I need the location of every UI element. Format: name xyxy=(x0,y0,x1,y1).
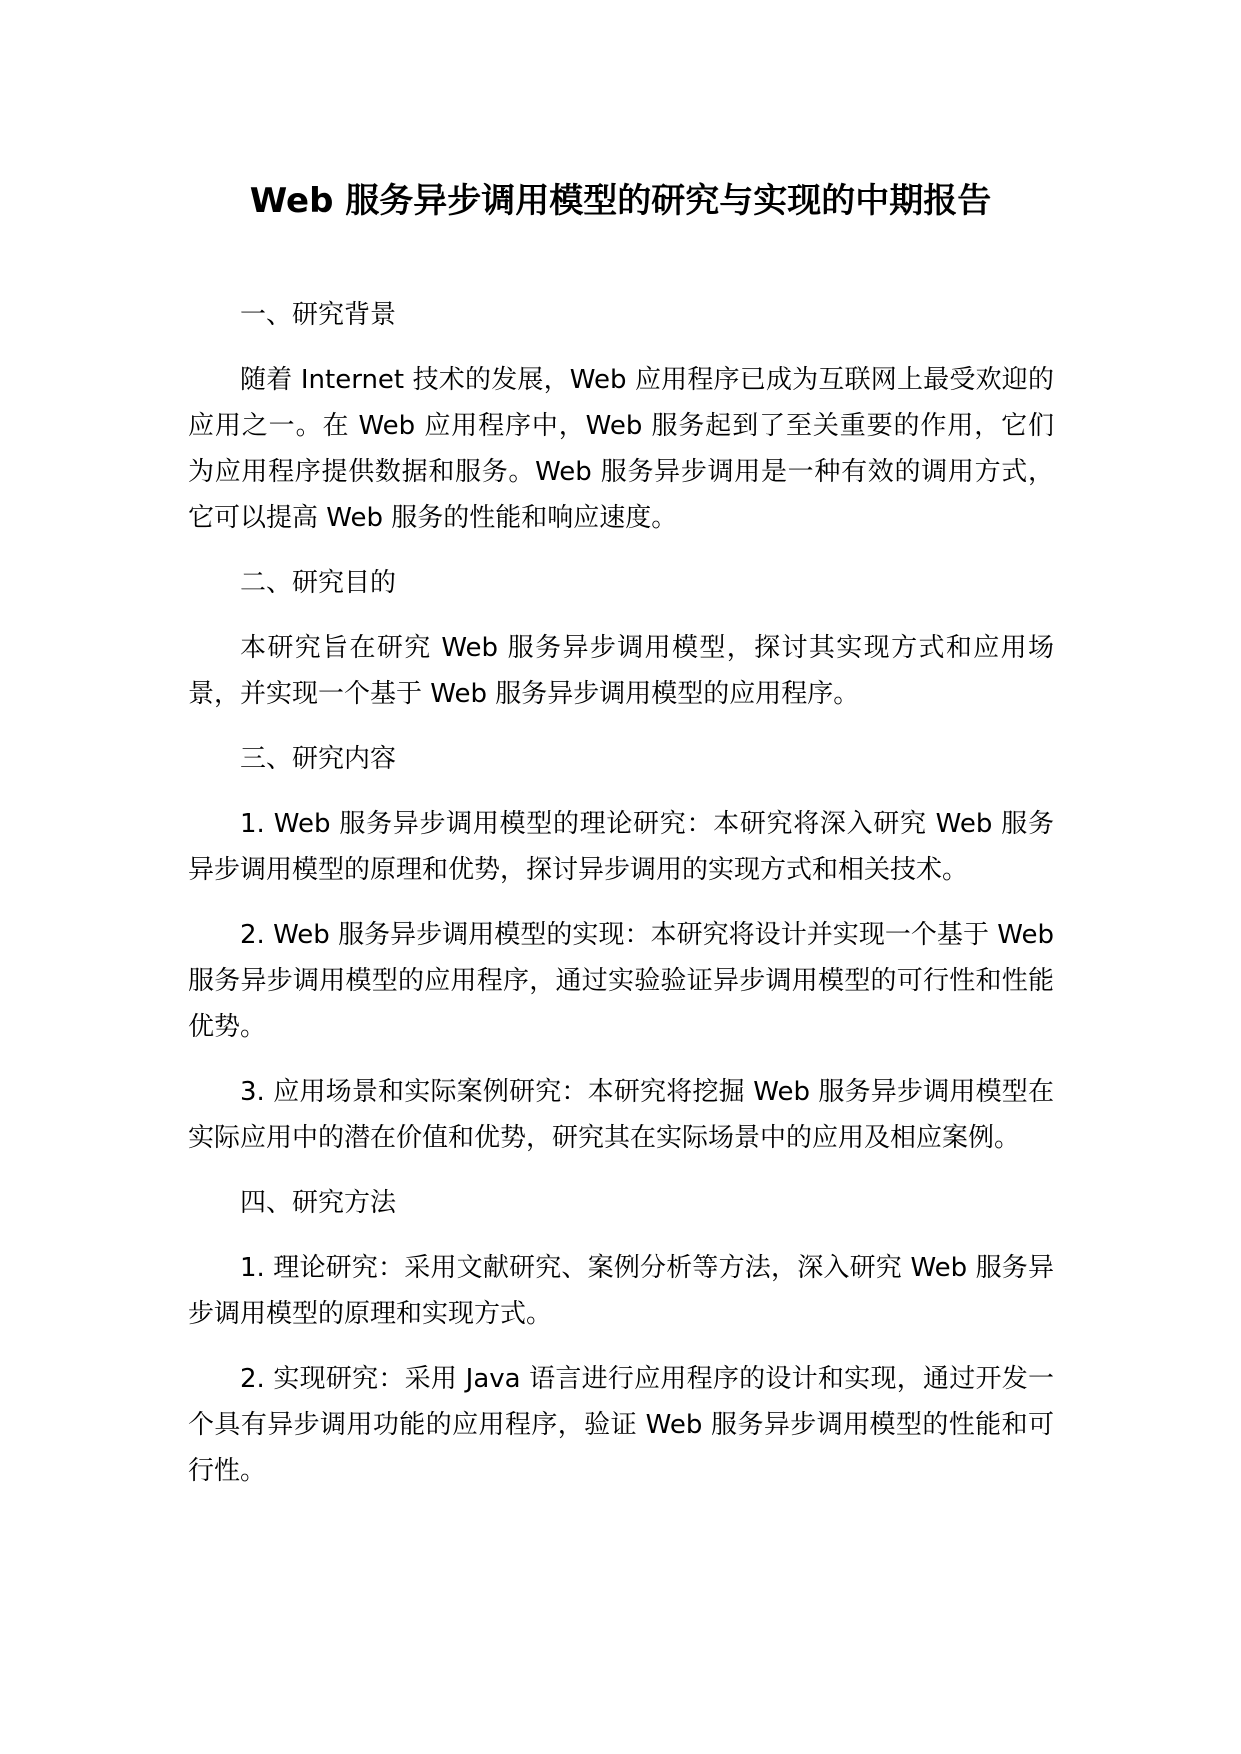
paragraph-content-1: 1. Web 服务异步调用模型的理论研究：本研究将深入研究 Web 服务异步调用模型的原理和优势，探讨异步调用的实现方式和相关技术。 xyxy=(188,809,1054,885)
section-heading-content: 三、研究内容 xyxy=(240,744,397,774)
document-body xyxy=(188,292,1054,1513)
document-title: Web 服务异步调用模型的研究与实现的中期报告 xyxy=(249,181,992,221)
section-heading-background: 一、研究背景 xyxy=(240,300,397,330)
paragraph-background: 随着 Internet 技术的发展，Web 应用程序已成为互联网上最受欢迎的应用之一。在 Web 应用程序中，Web 服务起到了至关重要的作用，它们为应用程序提供数据和服务。Web 服务异步调用是一种有效的调用方式，它可以提高 Web 服务的性能和响应速度。 xyxy=(188,365,1054,533)
paragraph-method-1: 1. 理论研究：采用文献研究、案例分析等方法，深入研究 Web 服务异步调用模型的原理和实现方式。 xyxy=(188,1253,1054,1329)
paragraph-method-2: 2. 实现研究：采用 Java 语言进行应用程序的设计和实现，通过开发一个具有异步调用功能的应用程序，验证 Web 服务异步调用模型的性能和可行性。 xyxy=(188,1364,1054,1486)
paragraph-purpose: 本研究旨在研究 Web 服务异步调用模型，探讨其实现方式和应用场景，并实现一个基于 Web 服务异步调用模型的应用程序。 xyxy=(188,633,1054,709)
paragraph-content-3: 3. 应用场景和实际案例研究：本研究将挖掘 Web 服务异步调用模型在实际应用中的潜在价值和优势，研究其在实际场景中的应用及相应案例。 xyxy=(188,1077,1054,1153)
paragraph-content-2: 2. Web 服务异步调用模型的实现：本研究将设计并实现一个基于 Web 服务异步调用模型的应用程序，通过实验验证异步调用模型的可行性和性能优势。 xyxy=(188,920,1054,1042)
section-heading-purpose: 二、研究目的 xyxy=(240,568,397,598)
section-heading-method: 四、研究方法 xyxy=(240,1188,397,1218)
